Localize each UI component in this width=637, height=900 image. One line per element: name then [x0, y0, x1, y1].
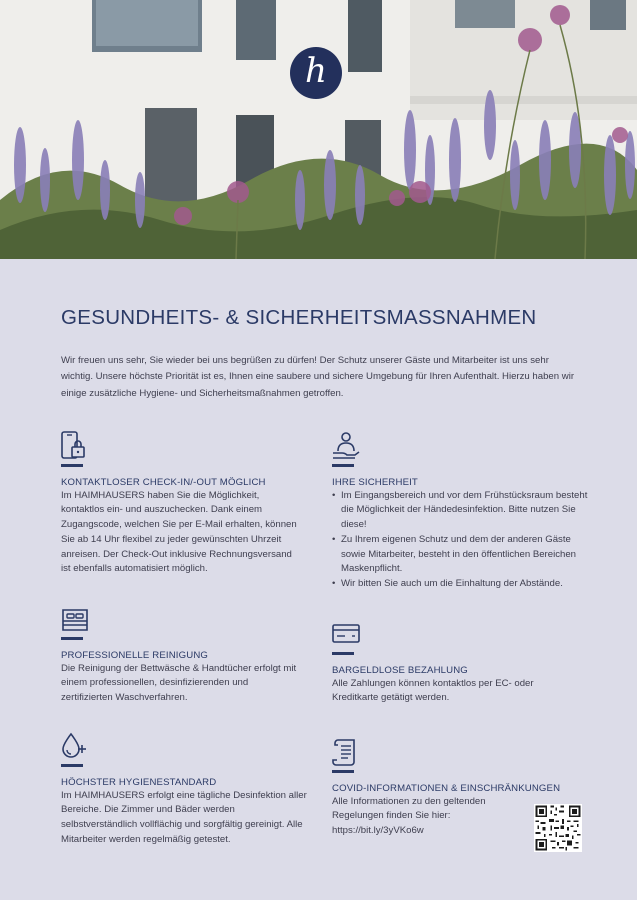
section-divider — [61, 464, 83, 467]
section-title: BARGELDLOSE BEZAHLUNG — [332, 664, 468, 676]
section-title: PROFESSIONELLE REINIGUNG — [61, 649, 209, 661]
section-cleaning — [61, 604, 331, 706]
section-divider — [332, 770, 354, 773]
page-title: GESUNDHEITS- & SICHERHEITSMASSNAHMEN — [61, 306, 537, 329]
drop-plus-icon — [61, 731, 89, 761]
section-checkin — [61, 431, 331, 577]
security-bullet-list — [332, 489, 592, 593]
section-divider — [332, 652, 354, 655]
main-content — [0, 259, 637, 900]
list-item: • Wir bitten Sie auch um die Einhaltung der Abstände. — [332, 577, 592, 592]
person-hand-icon — [332, 431, 360, 461]
section-divider — [61, 764, 83, 767]
section-text: Im HAIMHAUSERS erfolgt eine tägliche Desinfektion aller Bereiche. Die Zimmer und Bäder werden selbstverständlich vollflächig und sorgfältig gereinigt. Alle Mitarbeiter werden regelmäßig getestet. — [61, 789, 307, 845]
section-text: Die Reinigung der Bettwäsche & Handtücher erfolgt mit einem professionellen, desinfizierenden und zertifizierten Waschverfahren. — [61, 662, 297, 704]
covid-info-link[interactable]: https://bit.ly/3yVKo6w — [332, 825, 424, 837]
building-flowers-image — [0, 0, 637, 259]
brand-logo: h — [290, 47, 342, 99]
section-text: Alle Informationen zu den geltenden Regelungen finden Sie hier: — [332, 795, 486, 822]
section-divider — [61, 637, 83, 640]
section-title: IHRE SICHERHEIT — [332, 476, 418, 488]
section-payment — [332, 619, 582, 706]
section-title: COVID-INFORMATIONEN & EINSCHRÄNKUNGEN — [332, 782, 561, 794]
bed-icon — [61, 604, 89, 634]
phone-lock-icon — [61, 431, 89, 461]
section-title: HÖCHSTER HYGIENESTANDARD — [61, 776, 217, 788]
list-item: • Zu Ihrem eigenen Schutz und dem der anderen Gäste sowie Mitarbeiter, besteht in den öffentlichen Bereichen Maskenpflicht. — [332, 533, 592, 577]
section-security — [332, 431, 592, 592]
section-text: Alle Zahlungen können kontaktlos per EC- oder Kreditkarte getätigt werden. — [332, 677, 534, 704]
section-divider — [332, 464, 354, 467]
hero-photo — [0, 0, 637, 259]
qr-code[interactable] — [534, 804, 582, 852]
section-title: KONTAKTLOSER CHECK-IN/-OUT MÖGLICH — [61, 476, 266, 488]
card-icon — [332, 619, 360, 649]
intro-text: Wir freuen uns sehr, Sie wieder bei uns begrüßen zu dürfen! Der Schutz unserer Gäste und Mitarbeiter ist uns sehr wichtig. Unsere höchste Priorität ist es, Ihnen eine saubere und sichere Umgebung für Ihren Aufenthalt. Hierzu haben wir einige zusätzliche Hygiene- und Sicherheitsmaßnahmen getroffen. — [61, 355, 575, 399]
section-hygiene — [61, 731, 331, 848]
section-text: Im HAIMHAUSERS haben Sie die Möglichkeit, kontaktlos ein- und auszuchecken. Dank einem Zugangscode, welchen Sie per E-Mail erhalten, können Sie ab 14 Uhr flexibel zu jeder gewünschten Uhrzeit anreisen. Der Check-Out inklusive Rechnungsversand ist ebenfalls automatisiert möglich. — [61, 489, 297, 575]
list-item: • Im Eingangsbereich und vor dem Frühstücksraum besteht die Möglichkeit der Händedesinfektion. Bitte nutzen Sie diese! — [332, 489, 592, 533]
scroll-icon — [332, 737, 360, 767]
